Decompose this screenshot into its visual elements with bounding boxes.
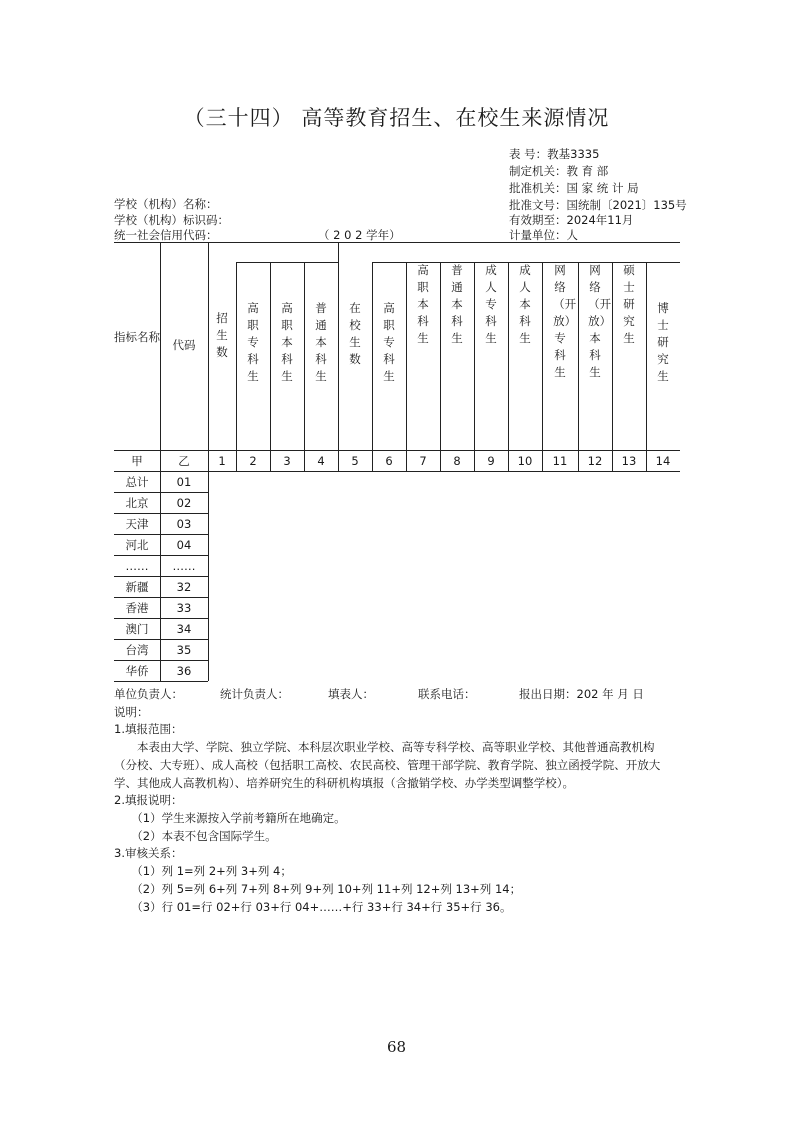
notes-check-heading: 3.审核关系： <box>114 846 183 860</box>
column-number: 1 <box>218 454 226 468</box>
column-number: 2 <box>249 454 257 468</box>
table-rule <box>114 471 680 472</box>
table-rule <box>114 639 208 640</box>
notes-scope-heading: 1.填报范围： <box>114 722 183 736</box>
row-code: 36 <box>176 664 192 678</box>
column-number: 乙 <box>178 454 190 468</box>
header-indicator-name: 指标名称 <box>114 330 160 344</box>
school-id-label: 学校（机构）标识码： <box>114 213 229 227</box>
column-header-6 <box>372 300 406 385</box>
column-header-11 <box>542 262 578 381</box>
column-number: 12 <box>587 454 603 468</box>
page-title: （三十四） 高等教育招生、在校生来源情况 <box>183 106 610 130</box>
notes-check-1: （1）列 1=列 2+列 3+列 4； <box>114 864 292 878</box>
row-indicator-name: 新疆 <box>125 580 149 594</box>
column-header-13 <box>612 262 646 347</box>
row-code: 04 <box>176 538 192 552</box>
column-number: 5 <box>351 454 359 468</box>
school-name-label: 学校（机构）名称： <box>114 197 218 211</box>
column-number: 7 <box>419 454 427 468</box>
column-number: 甲 <box>131 454 143 468</box>
column-header-label: 博士研究生 <box>657 301 669 383</box>
footer-stat-head: 统计负责人： <box>220 687 289 701</box>
footer-phone: 联系电话： <box>418 687 476 701</box>
column-number: 8 <box>453 454 461 468</box>
column-header-label: 成人专科生 <box>485 263 497 345</box>
column-header-label: 高职专科生 <box>247 301 259 383</box>
meta-approval-no: 批准文号：国统制〔2021〕135号 <box>509 198 687 212</box>
row-indicator-name: 香港 <box>125 601 149 615</box>
column-header-label: 高职本科生 <box>281 301 293 383</box>
row-indicator-name: 北京 <box>125 496 149 510</box>
table-rule <box>114 597 208 598</box>
row-code: 34 <box>176 622 192 636</box>
column-header-2 <box>236 300 270 385</box>
row-code: …… <box>172 559 196 573</box>
table-rule <box>114 242 680 243</box>
school-year: （ 2 0 2 学年） <box>318 228 401 242</box>
footer-report-date: 报出日期：202 年 月 日 <box>519 687 644 701</box>
notes-heading: 说明： <box>114 705 149 719</box>
column-header-label: 招生数 <box>216 311 228 359</box>
footer-filler: 填表人： <box>328 687 374 701</box>
column-header-9 <box>474 262 508 347</box>
column-header-8 <box>440 262 474 347</box>
row-indicator-name: 台湾 <box>125 643 149 657</box>
column-header-1 <box>208 310 236 361</box>
table-rule <box>114 660 208 661</box>
notes-scope-line1: 本表由大学、学院、独立学院、本科层次职业学校、高等专科学校、高等职业学校、其他普通高教机构 <box>114 740 655 754</box>
row-indicator-name: …… <box>125 559 149 573</box>
table-rule <box>114 492 208 493</box>
notes-scope-line2: （分校、大专班）、成人高校（包括职工高校、农民高校、管理干部学院、教育学院、独立函授学院、开放大 <box>114 758 661 772</box>
row-indicator-name: 天津 <box>125 517 149 531</box>
column-number: 3 <box>283 454 291 468</box>
column-number: 14 <box>655 454 671 468</box>
table-rule <box>236 262 338 263</box>
table-rule <box>114 576 208 577</box>
column-number: 13 <box>621 454 637 468</box>
row-code: 01 <box>176 475 192 489</box>
row-code: 02 <box>176 496 192 510</box>
table-rule <box>114 513 208 514</box>
column-header-label: 网络（开放）专科生 <box>553 263 577 379</box>
column-number: 4 <box>317 454 325 468</box>
column-header-label: 普通本科生 <box>451 263 463 345</box>
row-indicator-name: 华侨 <box>125 664 149 678</box>
table-rule <box>114 450 680 451</box>
notes-fill-1: （1）学生来源按入学前考籍所在地确定。 <box>114 811 346 825</box>
column-number: 10 <box>517 454 533 468</box>
header-code: 代码 <box>172 338 196 352</box>
notes-fill-2: （2）本表不包含国际学生。 <box>114 829 277 843</box>
notes-check-2: （2）列 5=列 6+列 7+列 8+列 9+列 10+列 11+列 12+列 13+列 14； <box>114 882 522 896</box>
page-number: 68 <box>386 1038 407 1056</box>
table-rule <box>114 681 208 682</box>
meta-approver: 批准机关：国 家 统 计 局 <box>509 181 639 195</box>
meta-form-no: 表 号：教基3335 <box>509 147 600 161</box>
column-header-label: 普通本科生 <box>315 301 327 383</box>
notes-scope-line3: 学、其他成人高教机构）、培养研究生的科研机构填报（含撤销学校、办学类型调整学校）。 <box>114 776 574 790</box>
column-header-3 <box>270 300 304 385</box>
table-rule <box>114 534 208 535</box>
meta-valid-until: 有效期至：2024年11月 <box>509 213 634 227</box>
row-code: 35 <box>176 643 192 657</box>
notes-fill-heading: 2.填报说明： <box>114 793 183 807</box>
column-header-10 <box>508 262 542 347</box>
credit-code-label: 统一社会信用代码： <box>114 228 218 242</box>
row-code: 33 <box>176 601 192 615</box>
table-rule <box>114 618 208 619</box>
column-header-label: 高职专科生 <box>383 301 395 383</box>
column-number: 9 <box>487 454 495 468</box>
meta-issuer: 制定机关：教 育 部 <box>509 164 609 178</box>
meta-unit: 计量单位：人 <box>509 228 578 242</box>
column-header-label: 高职本科生 <box>417 263 429 345</box>
column-header-14 <box>646 300 680 385</box>
row-indicator-name: 河北 <box>125 538 149 552</box>
column-header-label: 在校生数 <box>349 301 361 366</box>
row-indicator-name: 澳门 <box>125 622 149 636</box>
table-rule <box>114 555 208 556</box>
column-number: 11 <box>552 454 568 468</box>
row-code: 32 <box>176 580 192 594</box>
row-indicator-name: 总计 <box>125 475 149 489</box>
notes-check-3: （3）行 01=行 02+行 03+行 04+……+行 33+行 34+行 35+行 36。 <box>114 900 512 914</box>
footer-unit-head: 单位负责人： <box>114 687 183 701</box>
column-header-7 <box>406 262 440 347</box>
column-header-4 <box>304 300 338 385</box>
column-header-label: 硕士研究生 <box>623 263 635 345</box>
column-header-5 <box>338 300 372 368</box>
column-number: 6 <box>385 454 393 468</box>
row-code: 03 <box>176 517 192 531</box>
column-header-label: 网络（开放）本科生 <box>588 263 612 379</box>
column-header-label: 成人本科生 <box>519 263 531 345</box>
column-header-12 <box>578 262 612 381</box>
